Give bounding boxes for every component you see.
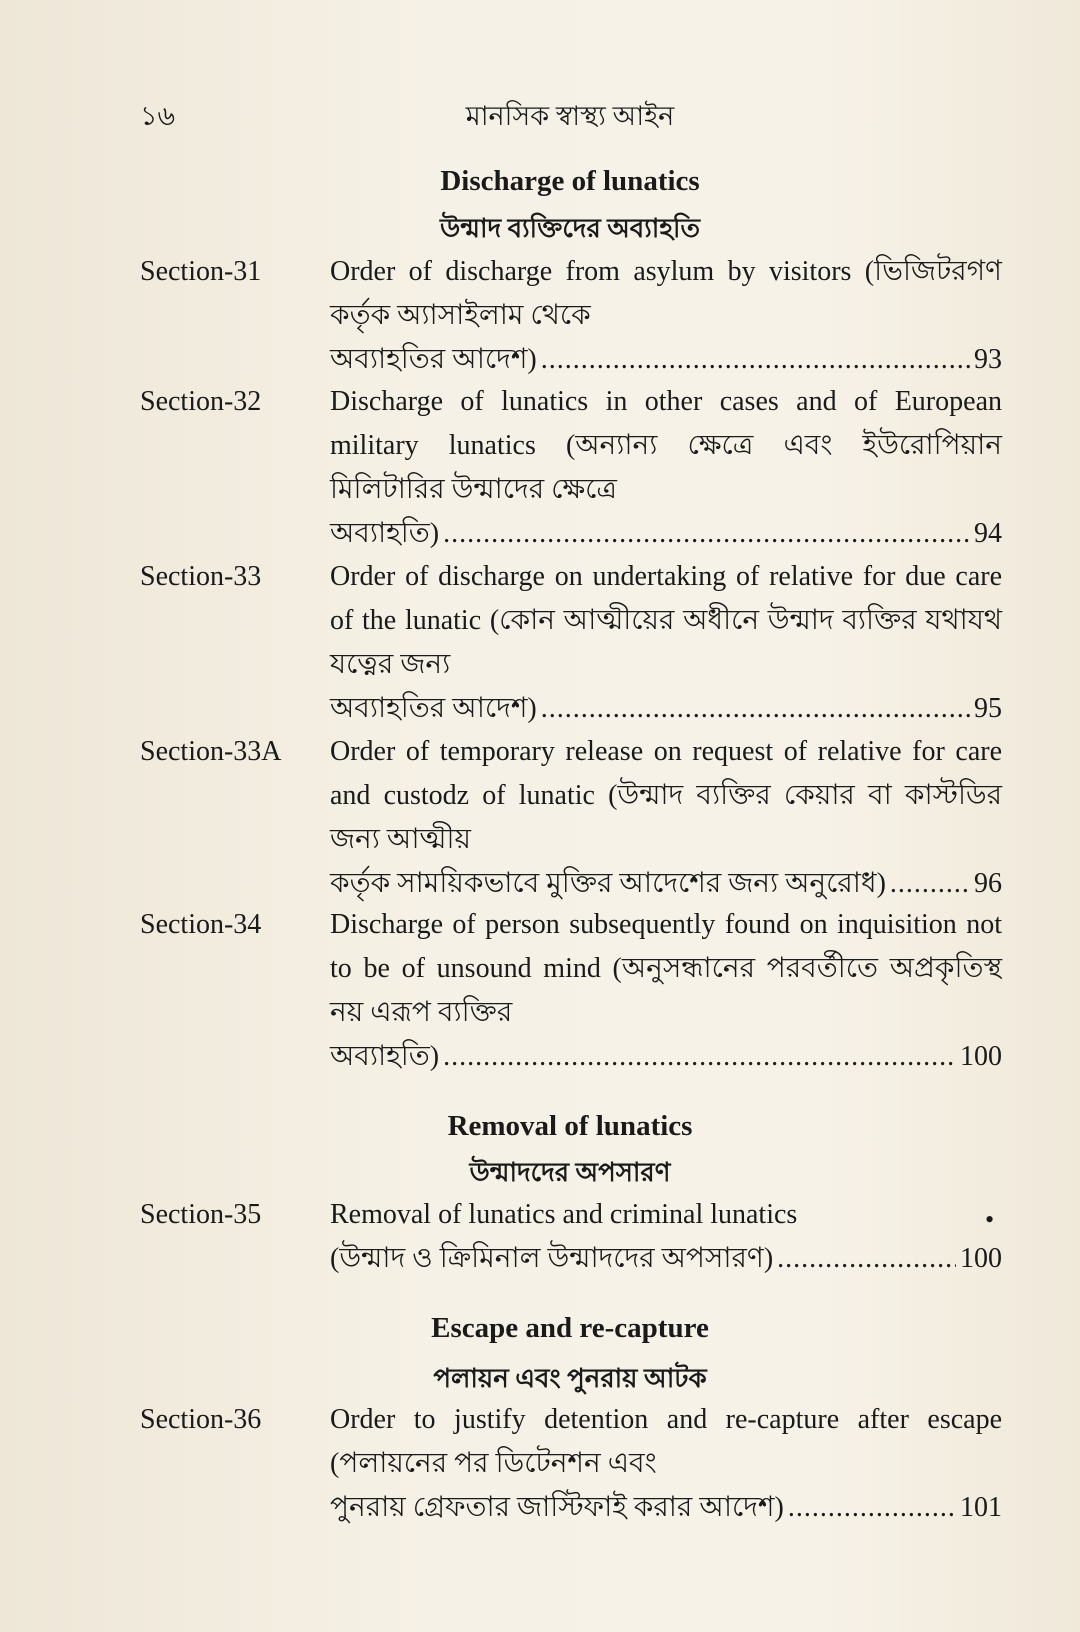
page-ref: 101 — [960, 1492, 1002, 1523]
entry-text-last: (উন্মাদ ও ক্রিমিনাল উন্মাদদের অপসারণ) — [330, 1243, 774, 1274]
section-number: Section-32 — [140, 386, 262, 417]
entry-text: Discharge of lunatics in other cases and of European military lunatics (অন্যান্য ক্ষেত্রে এবং ইউরোপিয়ান মিলিটারির উন্মাদের ক্ষেত্রে — [330, 386, 1002, 505]
entry-text: Removal of lunatics and criminal lunatics — [330, 1199, 798, 1230]
entry-text-last: অব্যাহতির আদেশ) — [330, 344, 537, 375]
entry-text: Order of temporary release on request of relative for care and custodz of lunatic (উন্মাদ ব্যক্তির কেয়ার বা কাস্টডির জন্য আত্মীয় — [330, 736, 1002, 855]
entry-text-last: পুনরায় গ্রেফতার জাস্টিফাই করার আদেশ) — [330, 1492, 784, 1523]
entry-text-last: অব্যাহতির আদেশ) — [330, 693, 537, 724]
page-ref: 100 — [960, 1243, 1002, 1274]
running-header — [140, 96, 1000, 136]
stray-dot: • — [985, 1205, 995, 1234]
page-ref: 95 — [974, 693, 1002, 724]
section-number: Section-35 — [140, 1199, 262, 1230]
entry-text: Order of discharge on undertaking of relative for due care of the lunatic (কোন আত্মীয়ের অধীনে উন্মাদ ব্যক্তির যথাযথ যত্নের জন্য — [330, 561, 1002, 680]
page-ref: 100 — [960, 1041, 1002, 1072]
section-subheading: উন্মাদদের অপসারণ — [469, 1158, 671, 1187]
section-number: Section-34 — [140, 909, 262, 940]
section-number: Section-33A — [140, 736, 282, 767]
page-ref: 93 — [974, 344, 1002, 375]
section-subheading: পলায়ন এবং পুনরায় আটক — [433, 1364, 707, 1393]
section-heading: Removal of lunatics — [447, 1110, 693, 1142]
entry-text-last: কর্তৃক সাময়িকভাবে মুক্তির আদেশের জন্য অনুরোধ) — [330, 868, 886, 899]
section-subheading: উন্মাদ ব্যক্তিদের অব্যাহতি — [440, 214, 700, 243]
entry-text: Order of discharge from asylum by visitors (ভিজিটরগণ কর্তৃক অ্যাসাইলাম থেকে — [330, 256, 1002, 331]
section-number: Section-33 — [140, 561, 262, 592]
entry-text: Order to justify detention and re-capture after escape (পলায়নের পর ডিটেনশন এবং — [330, 1404, 1002, 1479]
section-heading: Discharge of lunatics — [440, 165, 700, 197]
page-ref: 96 — [974, 868, 1002, 899]
entry-text-last: অব্যাহতি) — [330, 518, 440, 549]
section-number: Section-36 — [140, 1404, 262, 1435]
entry-text-last: অব্যাহতি) — [330, 1041, 440, 1072]
section-number: Section-31 — [140, 256, 262, 287]
section-heading: Escape and re-capture — [431, 1312, 709, 1344]
page-number: ১৬ — [140, 101, 176, 131]
book-title: মানসিক স্বাস্থ্য আইন — [465, 101, 675, 131]
page-ref: 94 — [974, 518, 1002, 549]
entry-text: Discharge of person subsequently found on inquisition not to be of unsound mind (অনুসন্ধানের পরবর্তীতে অপ্রকৃতিস্থ নয় এরূপ ব্যক্তির — [330, 909, 1002, 1028]
